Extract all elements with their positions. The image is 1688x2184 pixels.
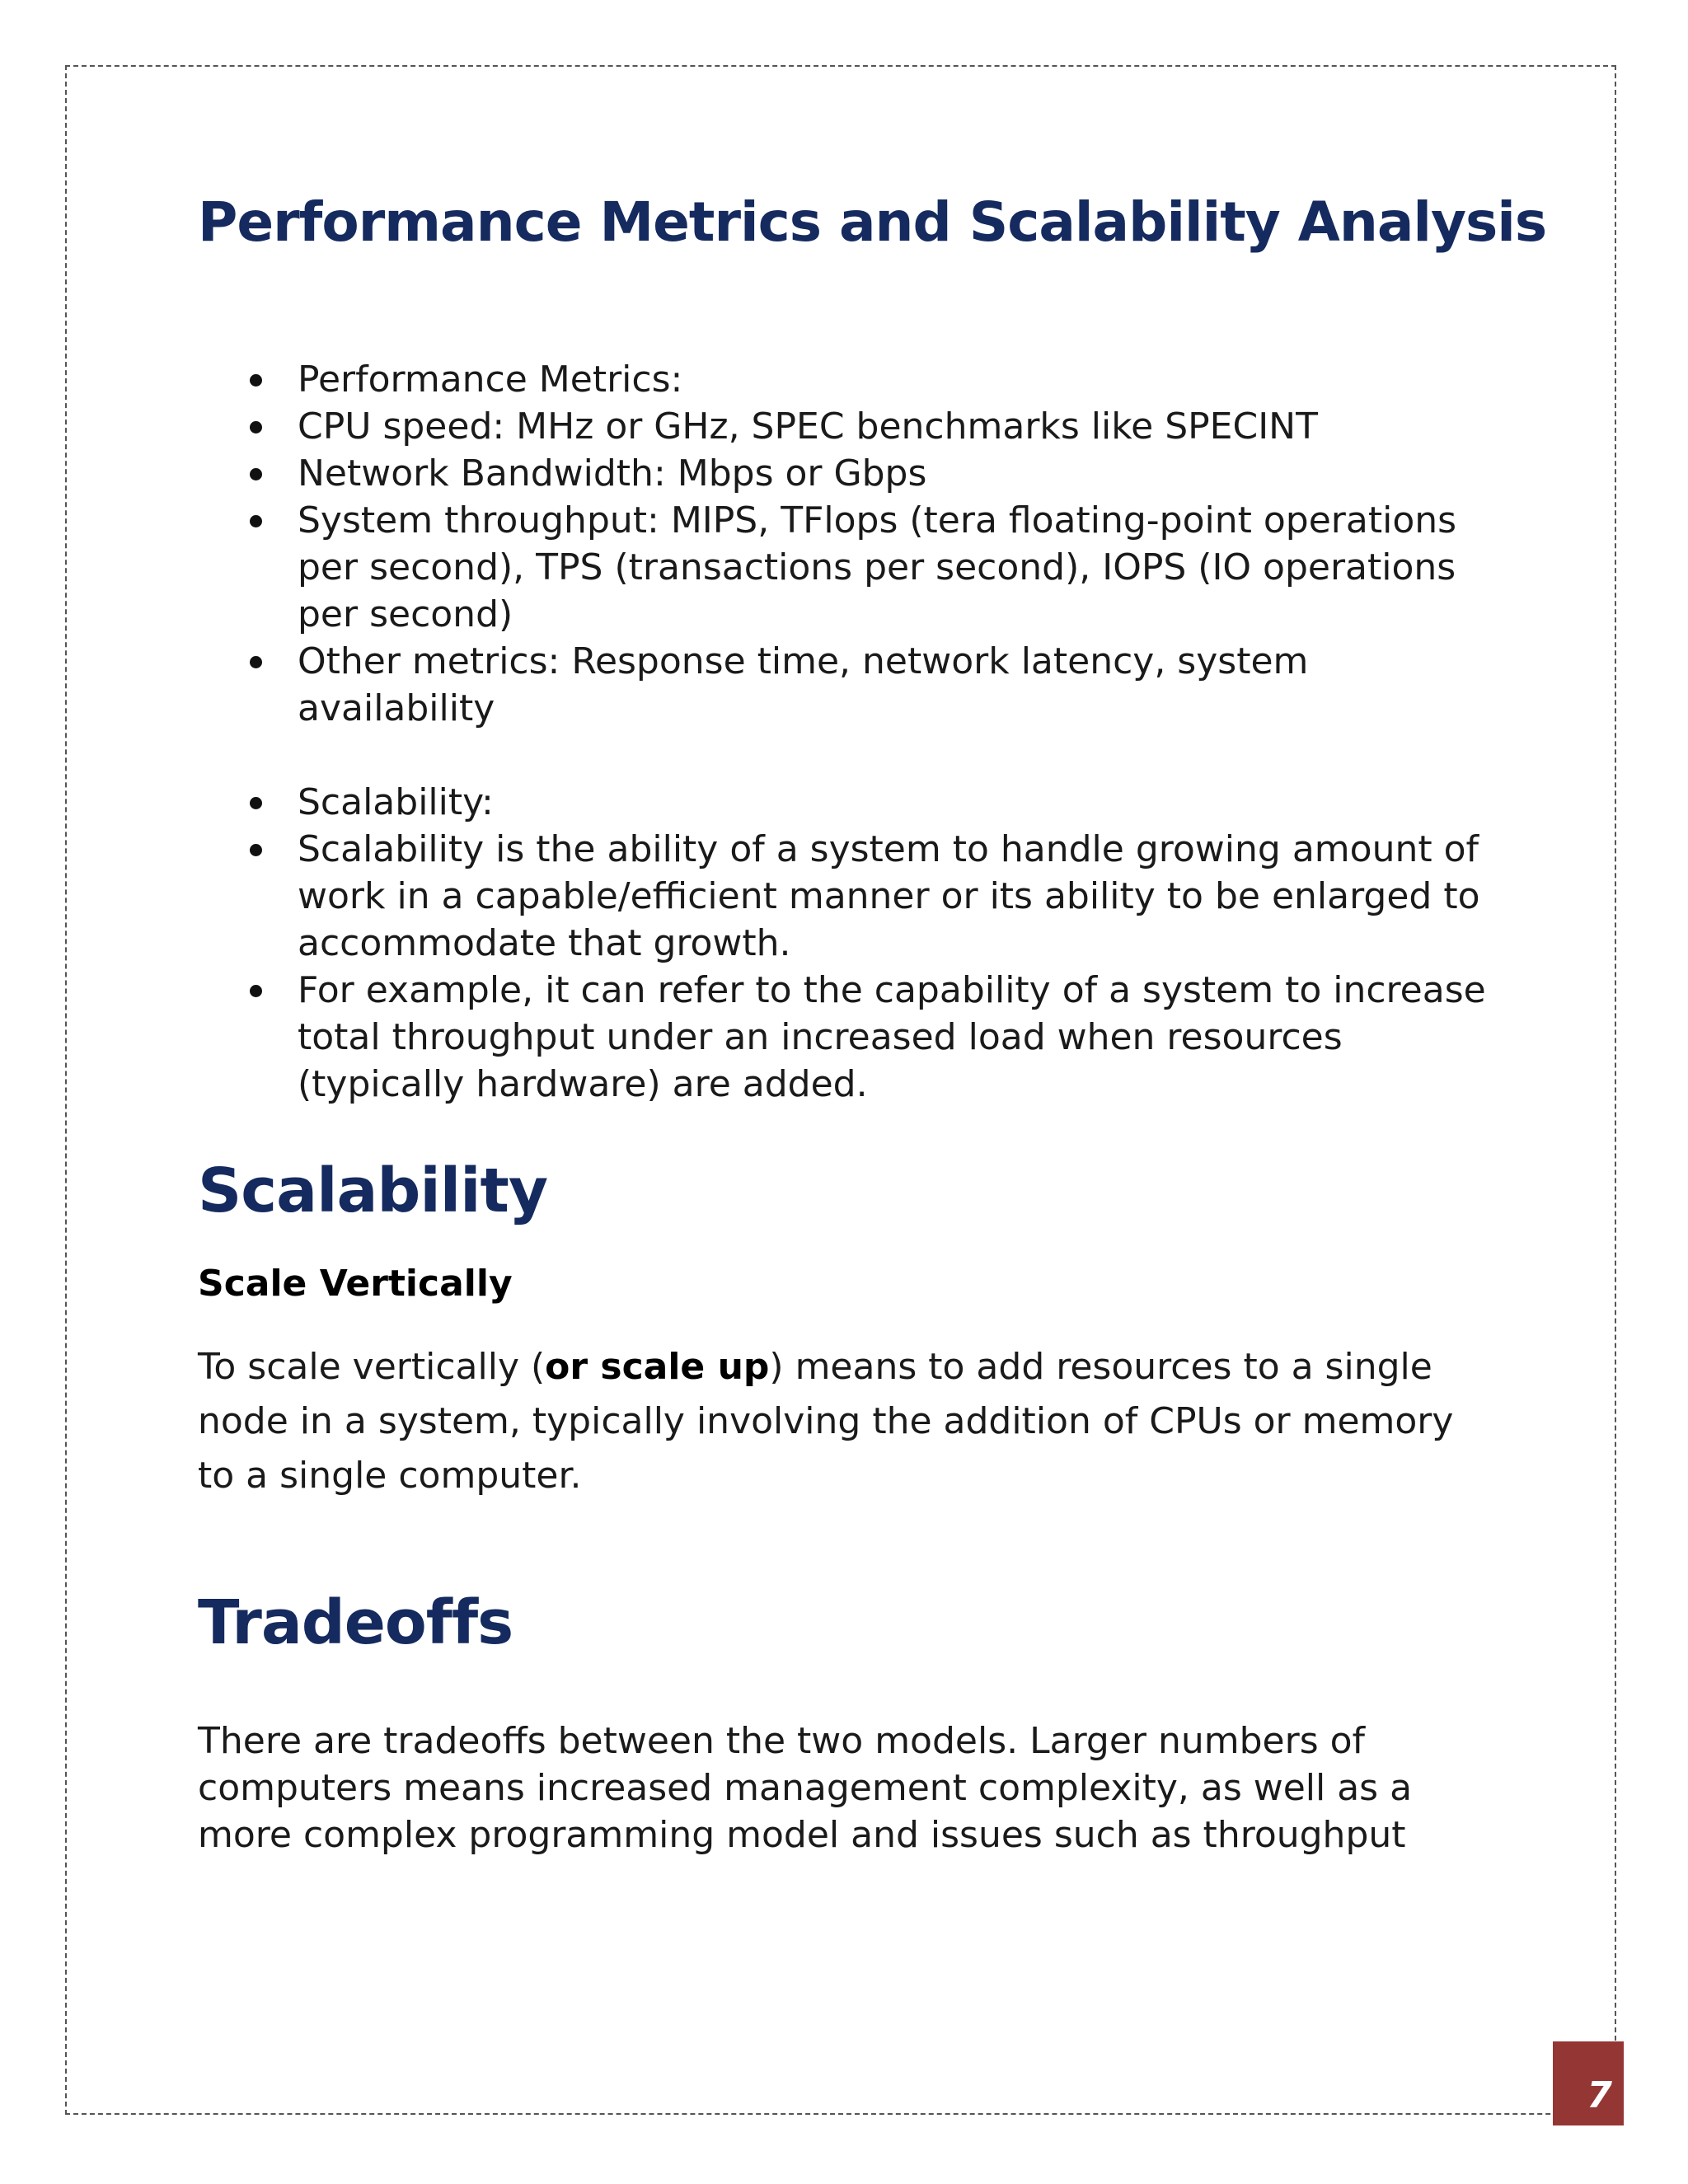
list-item: CPU speed: MHz or GHz, SPEC benchmarks like SPECINT: [198, 403, 1501, 450]
list-item: System throughput: MIPS, TFlops (tera floating-point operations per second), TPS (transactions per second), IOPS (IO operations per second): [198, 497, 1501, 638]
metrics-list: [198, 356, 1484, 732]
scale-vertically-heading: Scale Vertically: [198, 1263, 513, 1305]
scalability-list: [198, 779, 1484, 1108]
document-content: [198, 190, 1547, 1858]
scalability-heading: Scalability: [198, 1155, 548, 1226]
list-item: Scalability:: [198, 779, 1501, 826]
scale-vertically-paragraph: [198, 1340, 1484, 1503]
paragraph-text: To scale vertically (: [198, 1346, 546, 1388]
page-number-badge: [1553, 2041, 1624, 2125]
bold-term: or scale up: [545, 1346, 770, 1388]
list-item: Other metrics: Response time, network latency, system availability: [198, 638, 1501, 732]
main-title: Performance Metrics and Scalability Analysis: [198, 190, 1547, 254]
list-item: Performance Metrics:: [198, 356, 1501, 403]
list-item: Scalability is the ability of a system to handle growing amount of work in a capable/efficient manner or its ability to be enlarged to accommodate that growth.: [198, 826, 1501, 967]
list-spacer: [198, 732, 1484, 779]
tradeoffs-heading: Tradeoffs: [198, 1587, 513, 1658]
list-item: For example, it can refer to the capability of a system to increase total throughput under an increased load when resources (typically hardware) are added.: [198, 967, 1501, 1108]
list-item: Network Bandwidth: Mbps or Gbps: [198, 450, 1501, 497]
page-number: 7: [1587, 2074, 1612, 2116]
paragraph-text: ) means to add resources to a single node in a system, typically involving the addition of CPUs or memory to a single computer.: [198, 1346, 1454, 1497]
tradeoffs-paragraph: There are tradeoffs between the two models. Larger numbers of computers means increased management complexity, as well as a more complex programming model and issues such as throughput: [198, 1720, 1413, 1856]
